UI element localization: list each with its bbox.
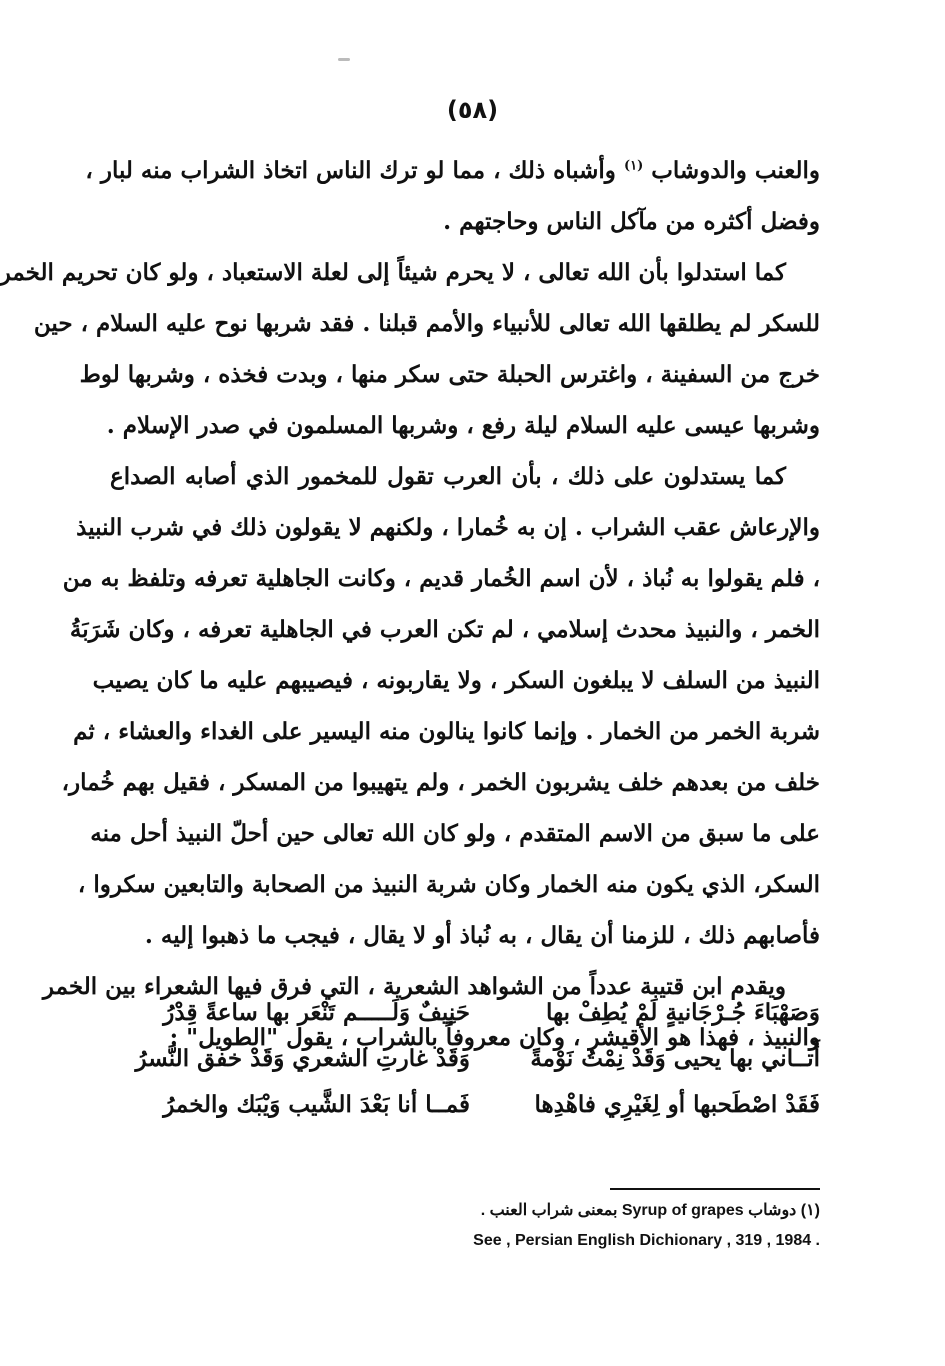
text-line: خلف من بعدهم خلف يشربون الخمر ، ولم يتهيبوا من المسكر ، فقيل بهم خُمار، (61, 769, 820, 796)
body-text (0, 145, 820, 1063)
footnote-reference: (١) (623, 158, 644, 174)
verse-second-hemistich: حَنِيفٌ وَلَـــــم تَنْعَر بها ساعةً قِدْرُ (163, 999, 470, 1026)
footnote-divider (610, 1188, 820, 1190)
text-line: كما استدلوا بأن الله تعالى ، لا يحرم شيئاً إلى لعلة الاستعباد ، ولو كان تحريم الخمر (0, 259, 786, 286)
text-line: ويقدم ابن قتيبة عدداً من الشواهد الشعرية ، التي فرق فيها الشعراء بين الخمر (42, 973, 786, 1000)
poem-verse (135, 1036, 820, 1082)
verse-first-hemistich: أَتــاني بها يحيى وَقَدْ نِمْتُ نَوْمةً (530, 1045, 820, 1072)
footnote-line (400, 1196, 820, 1226)
text-line (85, 145, 820, 196)
poem (135, 990, 820, 1128)
text-line: ، فلم يقولوا به نُباذ ، لأن اسم الخُمار قديم ، وكانت الجاهلية تعرفه وتلفظ به من (62, 565, 820, 592)
verse-first-hemistich: وَصَهْبَاءَ جُـرْجَانيةٍ لَمْ يُطِفْ بها (546, 999, 820, 1026)
footnote-suffix: بمعنى شراب العنب . (480, 1202, 618, 1219)
text-fragment: والعنب والدوشاب (651, 157, 820, 184)
page-number: (٥٨) (446, 96, 499, 124)
text-line: كما يستدلون على ذلك ، بأن العرب تقول للمخمور الذي أصابه الصداع (110, 463, 786, 490)
footnote-prefix: (١) دوشاب (748, 1202, 820, 1219)
text-line: فأصابهم ذلك ، للزمنا أن يقال ، به نُباذ أو لا يقال ، فيجب ما ذهبوا إليه . (144, 922, 820, 949)
text-line: وفضل أكثره من مآكل الناس وحاجتهم . (443, 208, 820, 235)
text-line: على ما سبق من الاسم المتقدم ، ولو كان الله تعالى حين أحلّ النبيذ أحل منه (90, 820, 820, 847)
footnote-term: Syrup of grapes (621, 1202, 744, 1219)
verse-second-hemistich: وَقَدْ غارتِ الشعري وَقَدْ خفق النَّسرُ (135, 1045, 470, 1072)
verse-second-hemistich: فَمــا أنا بَعْدَ الشَّيب وَيْبَك والخمرُ (163, 1091, 470, 1118)
text-line: وشربها عيسى عليه السلام ليلة رفع ، وشربها المسلمون في صدر الإسلام . (106, 412, 820, 439)
text-line: والنبيذ ، فهذا هو الأقيشر ، وكان معروفاً بالشراب ، يقول "الطويل" : (169, 1024, 820, 1051)
footnotes (400, 1196, 820, 1256)
text-line: والإرعاش عقب الشراب . إن به خُمارا ، ولكنهم لا يقولون ذلك في شرب النبيذ (76, 514, 820, 541)
text-line: الخمر ، والنبيذ محدث إسلامي ، لم تكن العرب في الجاهلية تعرفه ، وكان شَرَبَةُ (69, 616, 820, 643)
verse-first-hemistich: فَقَدْ اصْطَحبها أو لِغَيْرِي فاهْدِها (534, 1091, 820, 1118)
text-line: للسكر لم يطلقها الله تعالى للأنبياء والأمم قبلنا . فقد شربها نوح عليه السلام ، حين (33, 310, 820, 337)
footnote-citation: See , Persian English Dichionary , 319 , 1984 . (473, 1232, 820, 1249)
poem-verse (140, 990, 820, 1036)
text-line: خرج من السفينة ، واغترس الحبلة حتى سكر منها ، وبدت فخذه ، وشربها لوط (79, 361, 820, 388)
text-line: النبيذ من السلف لا يبلغون السكر ، ولا يقاربونه ، فيصيبهم عليه ما كان يصيب (92, 667, 820, 694)
text-fragment: وأشباه ذلك ، مما لو ترك الناس اتخاذ الشراب منه لبار ، (85, 157, 616, 184)
poem-verse (140, 1082, 820, 1128)
text-line: شربة الخمر من الخمار . وإنما كانوا ينالون منه اليسير على الغداء والعشاء ، ثم (73, 718, 820, 745)
scan-speck (338, 58, 350, 61)
text-line: السكر، الذي يكون منه الخمار وكان شربة النبيذ من الصحابة والتابعين سكروا ، (77, 871, 820, 898)
